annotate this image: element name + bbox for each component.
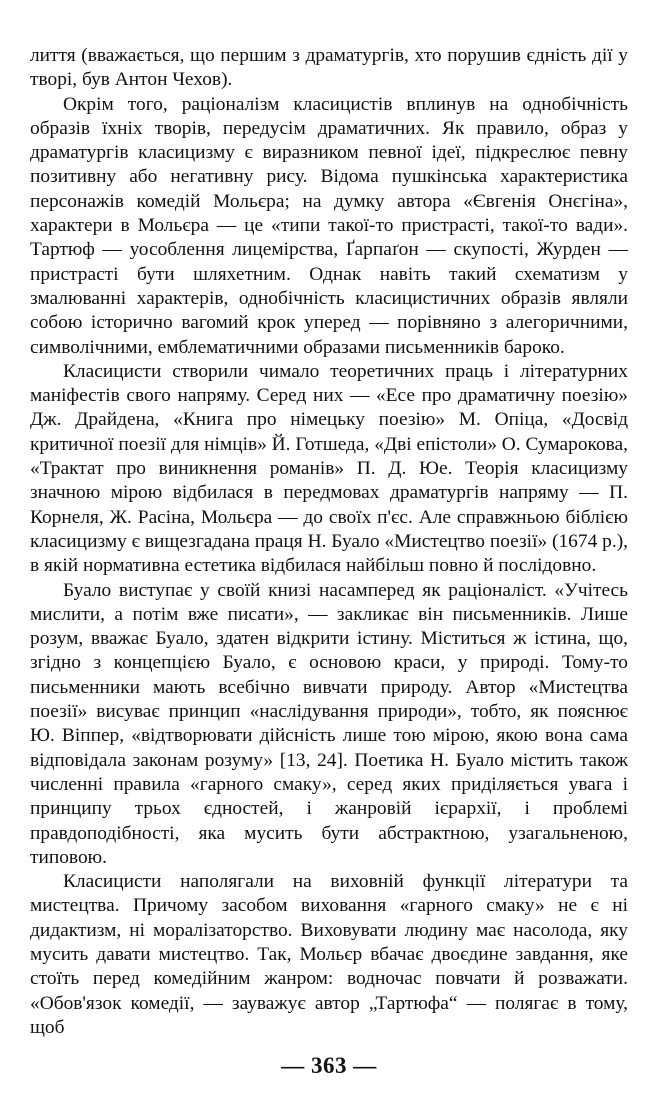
- body-text: [30, 44, 628, 1040]
- paragraph-5: Класицисти наполягали на виховній функції літератури та мистецтва. Причому засобом виховання «гарного смаку» не є ні дидактизм, ні моралізаторство. Виховувати людину має насолода, яку мусить давати мистецтво. Так, Мольєр вбачає двоєдине завдання, яке стоїть перед комедійним жанром: водночас повчати й розважати. «Обов'язок комедії, — зауважує автор „Тартюфа“ — полягає в тому, щоб: [30, 871, 628, 1038]
- paragraph-4: Буало виступає у своїй книзі насамперед як раціоналіст. «Учітесь мислити, а потім вже писати», — закликає він письменників. Лише розум, вважає Буало, здатен відкрити істину. Міститься ж істина, що, згідно з концепцією Буало, є основою краси, у природі. Тому-то письменники мають всебічно вивчати природу. Автор «Мистецтва поезії» висуває принцип «наслідування природи», тобто, як пояснює Ю. Віппер, «відтворювати дійсність лише тою мірою, якою вона сама відповідала законам розуму» [13, 24]. Поетика Н. Буало містить також численні правила «гарного смаку», серед яких приділяється увага і принципу трьох єдностей, і жанровій ієрархії, і проблемі правдоподібності, яка мусить бути абстрактною, узагальненою, типовою.: [30, 579, 628, 868]
- paragraph-2: Окрім того, раціоналізм класицистів вплинув на однобічність образів їхніх творів, передусім драматичних. Як правило, образ у драматургів класицизму є виразником певної ідеї, підкреслює певну позитивну або негативну рису. Відома пушкінська характеристика персонажів комедій Мольєра; на думку автора «Євгенія Онєгіна», характери в Мольєра — це «типи такої-то пристрасті, такої-то вади». Тартюф — уособлення лицемірства, Ґарпаґон — скупості, Журден — пристрасті бути шляхетним. Однак навіть такий схематизм у змалюванні характерів, однобічність класицистичних образів являли собою історично вагомий крок уперед — порівняно з алегоричними, символічними, емблематичними образами письменників бароко.: [30, 93, 628, 358]
- paragraph-1: лиття (вважається, що першим з драматургів, хто порушив єдність дії у творі, був Антон Чехов).: [30, 45, 628, 91]
- page-number: — 363 —: [281, 1053, 377, 1078]
- paragraph-3: Класицисти створили чимало теоретичних праць і літературних маніфестів свого напряму. Серед них — «Есе про драматичну поезію» Дж. Драйдена, «Книга про німецьку поезію» М. Опіца, «Досвід критичної поезії для німців» Й. Готшеда, «Дві епістоли» О. Сумарокова, «Трактат про виникнення романів» П. Д. Юе. Теорія класицизму значною мірою відбилася в передмовах драматургів напряму — П. Корнеля, Ж. Расіна, Мольєра — до своїх п'єс. Але справжньою біблією класицизму є вищезгадана праця Н. Буало «Мистецтво поезії» (1674 р.), в якій нормативна естетика відбилася найбільш повно й послідовно.: [30, 360, 628, 577]
